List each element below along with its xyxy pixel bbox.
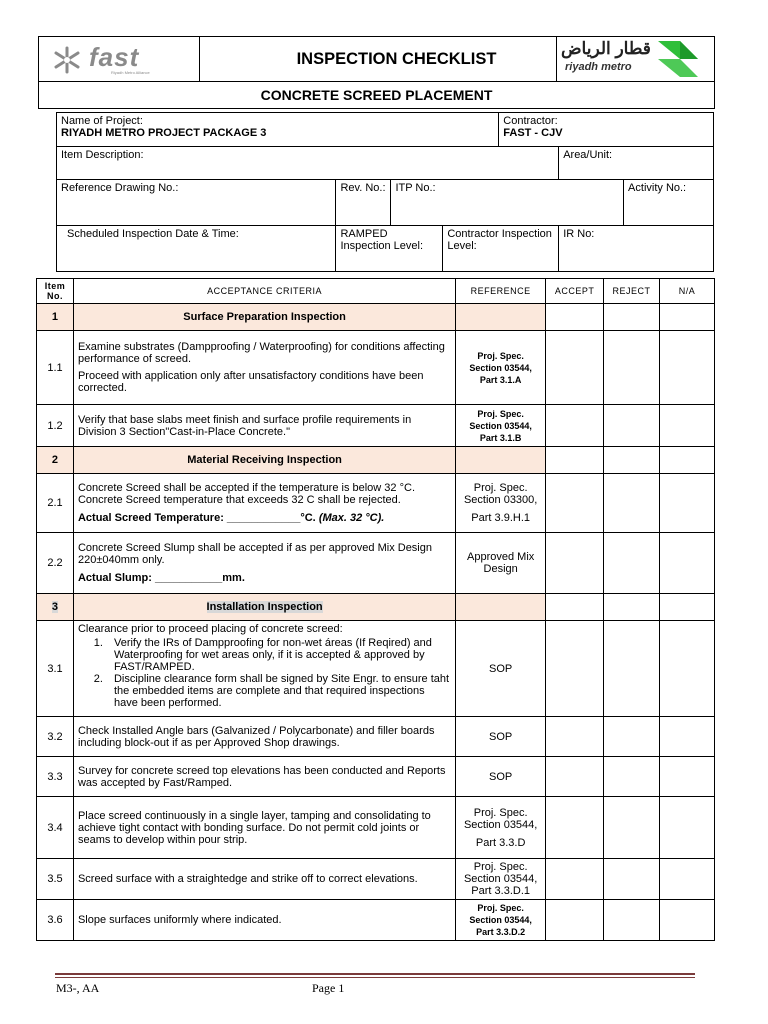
reference-cell: Proj. Spec. Section 03544, Part 3.1.A — [456, 331, 546, 405]
na-cell[interactable] — [660, 304, 715, 331]
fast-logo-tagline: Riyadh Metro Alliance — [111, 70, 150, 75]
rev-no-label: Rev. No.: — [336, 180, 391, 226]
actual-temperature-label: Actual Screed Temperature: ____________°C. — [77, 512, 316, 524]
item-number: 1.2 — [37, 405, 74, 447]
criteria-text: Proceed with application only after unsatisfactory conditions have been corrected. — [77, 370, 424, 394]
reject-cell[interactable] — [604, 405, 660, 447]
col-header-criteria: ACCEPTANCE CRITERIA — [73, 279, 455, 304]
criteria-text: Check Installed Angle bars (Galvanized / Polycarbonate) and filler boards including block-out if as per Approved Shop drawings. — [73, 717, 455, 757]
accept-cell[interactable] — [546, 304, 604, 331]
section-row — [37, 304, 715, 331]
table-row — [37, 859, 715, 900]
fast-logo-text: fast — [89, 42, 140, 72]
reference-cell: Proj. Spec. Section 03544, Part 3.1.B — [456, 405, 546, 447]
document-header — [38, 36, 715, 109]
accept-cell[interactable] — [546, 474, 604, 533]
activity-no-label: Activity No.: — [624, 180, 714, 226]
item-number: 1.1 — [37, 331, 74, 405]
reference-cell — [456, 797, 546, 859]
reference-text: Part 3.9.H.1 — [471, 512, 530, 524]
area-unit-label: Area/Unit: — [559, 147, 714, 180]
reject-cell[interactable] — [604, 757, 660, 797]
reference-text: Proj. Spec. Section 03300, — [463, 482, 538, 506]
item-number: 2.2 — [37, 533, 74, 594]
reject-cell[interactable] — [604, 533, 660, 594]
na-cell[interactable] — [660, 594, 715, 621]
reference-cell — [456, 474, 546, 533]
section-title: Installation Inspection — [206, 601, 323, 613]
item-number: 3.5 — [37, 859, 74, 900]
fast-logo — [47, 42, 187, 75]
item-number: 3.4 — [37, 797, 74, 859]
accept-cell[interactable] — [546, 717, 604, 757]
reject-cell[interactable] — [604, 304, 660, 331]
section-number-cell — [37, 594, 74, 621]
section-cell — [456, 594, 546, 621]
table-row — [37, 331, 715, 405]
table-row — [37, 405, 715, 447]
table-row — [37, 900, 715, 941]
project-name-label: Name of Project: — [61, 115, 143, 127]
reference-cell: SOP — [456, 621, 546, 717]
reject-cell[interactable] — [604, 717, 660, 757]
section-row — [37, 447, 715, 474]
accept-cell[interactable] — [546, 533, 604, 594]
criteria-cell — [73, 533, 455, 594]
footer-rule — [55, 973, 695, 975]
accept-cell[interactable] — [546, 859, 604, 900]
contractor-value: FAST - CJV — [503, 127, 563, 139]
project-name-cell — [57, 113, 499, 147]
contractor-inspection-label: Contractor Inspection Level: — [443, 226, 559, 272]
accept-cell[interactable] — [546, 797, 604, 859]
table-row — [37, 474, 715, 533]
table-row — [37, 533, 715, 594]
criteria-text: Clearance prior to proceed placing of concrete screed: — [77, 623, 343, 635]
na-cell[interactable] — [660, 474, 715, 533]
na-cell[interactable] — [660, 533, 715, 594]
reject-cell[interactable] — [604, 447, 660, 474]
section-row — [37, 594, 715, 621]
criteria-text: Survey for concrete screed top elevations has been conducted and Reports was accepted by Fast/Ramped. — [73, 757, 455, 797]
table-row — [57, 226, 714, 272]
na-cell[interactable] — [660, 447, 715, 474]
criteria-cell — [73, 474, 455, 533]
item-number: 2.1 — [37, 474, 74, 533]
table-row — [57, 147, 714, 180]
table-row — [37, 717, 715, 757]
contractor-cell — [499, 113, 714, 147]
col-header-item: Item No. — [37, 279, 74, 304]
na-cell[interactable] — [660, 621, 715, 717]
section-number: 1 — [37, 304, 74, 331]
fast-star-icon — [47, 45, 87, 75]
checklist-table — [36, 278, 715, 941]
na-cell[interactable] — [660, 331, 715, 405]
accept-cell[interactable] — [546, 405, 604, 447]
reference-cell: Proj. Spec. Section 03544, Part 3.3.D.1 — [456, 859, 546, 900]
list-item: 2. Discipline clearance form shall be signed by Site Engr. to ensure taht the embedded items are complete and that required inspections have been performed. — [106, 673, 451, 709]
accept-cell[interactable] — [546, 900, 604, 941]
na-cell[interactable] — [660, 900, 715, 941]
metro-logo-arabic: قطار الرياض — [561, 39, 651, 58]
accept-cell[interactable] — [546, 447, 604, 474]
col-header-na: N/A — [660, 279, 715, 304]
reject-cell[interactable] — [604, 859, 660, 900]
table-row — [37, 621, 715, 717]
accept-cell[interactable] — [546, 331, 604, 405]
section-title-cell — [73, 594, 455, 621]
reject-cell[interactable] — [604, 594, 660, 621]
col-header-accept: ACCEPT — [546, 279, 604, 304]
table-header-row — [37, 279, 715, 304]
document-subtitle: CONCRETE SCREED PLACEMENT — [260, 87, 493, 103]
table-row — [37, 757, 715, 797]
reference-cell: Proj. Spec. Section 03544, Part 3.3.D.2 — [456, 900, 546, 941]
itp-no-label: ITP No.: — [391, 180, 624, 226]
criteria-cell — [73, 331, 455, 405]
criteria-text: Examine substrates (Dampproofing / Waterproofing) for conditions affecting performance of screed. — [77, 341, 445, 365]
item-number: 3.2 — [37, 717, 74, 757]
reject-cell[interactable] — [604, 621, 660, 717]
col-header-reject: REJECT — [604, 279, 660, 304]
reference-text: Part 3.3.D — [475, 836, 526, 849]
ir-no-label: IR No: — [559, 226, 714, 272]
criteria-cell — [73, 621, 455, 717]
item-number: 3.3 — [37, 757, 74, 797]
max-temperature-note: (Max. 32 °C). — [318, 512, 385, 524]
scheduled-inspection-label: Scheduled Inspection Date & Time: — [57, 226, 336, 272]
footer-doc-code: M3-, AA — [56, 981, 100, 995]
section-cell — [456, 304, 546, 331]
na-cell[interactable] — [660, 797, 715, 859]
actual-temperature-field[interactable] — [78, 512, 451, 524]
criteria-text: Verify that base slabs meet finish and surface profile requirements in Division 3 Section"Cast-in-Place Concrete." — [73, 405, 455, 447]
reject-cell[interactable] — [604, 331, 660, 405]
section-cell — [456, 447, 546, 474]
riyadh-metro-logo — [557, 39, 707, 79]
reject-cell[interactable] — [604, 474, 660, 533]
item-description-label: Item Description: — [57, 147, 559, 180]
na-cell[interactable] — [660, 859, 715, 900]
footer-page-number: Page 1 — [312, 981, 345, 995]
section-number: 3 — [51, 601, 59, 613]
reject-cell[interactable] — [604, 900, 660, 941]
section-number: 2 — [37, 447, 74, 474]
contractor-label: Contractor: — [503, 115, 558, 127]
table-row — [57, 180, 714, 226]
table-row — [57, 113, 714, 147]
na-cell[interactable] — [660, 717, 715, 757]
section-title: Surface Preparation Inspection — [73, 304, 455, 331]
table-row — [37, 797, 715, 859]
criteria-text: Concrete Screed shall be accepted if the temperature is below 32 °C. Concrete Screed temperature that exceeds 32 C shall be rejected. — [77, 482, 415, 506]
item-number: 3.1 — [37, 621, 74, 717]
accept-cell[interactable] — [546, 594, 604, 621]
reject-cell[interactable] — [604, 797, 660, 859]
metro-arrows-icon — [652, 37, 704, 81]
item-number: 3.6 — [37, 900, 74, 941]
section-title: Material Receiving Inspection — [73, 447, 455, 474]
criteria-list — [106, 637, 451, 709]
col-header-reference: REFERENCE — [456, 279, 546, 304]
reference-drawing-label: Reference Drawing No.: — [57, 180, 336, 226]
actual-slump-field[interactable]: Actual Slump: ___________mm. — [77, 572, 245, 584]
criteria-text: Screed surface with a straightedge and strike off to correct elevations. — [73, 859, 455, 900]
metro-logo-text: riyadh metro — [565, 61, 632, 73]
reference-text: Proj. Spec. Section 03544, — [463, 806, 538, 831]
criteria-text: Concrete Screed Slump shall be accepted if as per approved Mix Design 220±040mm only. — [77, 542, 432, 566]
reference-cell: Approved Mix Design — [456, 533, 546, 594]
project-info-table — [56, 112, 714, 272]
criteria-text: Slope surfaces uniformly where indicated. — [73, 900, 455, 941]
list-item: 1. Verify the IRs of Dampproofing for non-wet áreas (If Reqired) and Waterproofing for wet areas only, if it is accepted & approved by FAST/RAMPED. — [106, 637, 451, 673]
na-cell[interactable] — [660, 405, 715, 447]
criteria-text: Place screed continuously in a single layer, tamping and consolidating to achieve tight contact with bonding surface. Do not permit cold joints or seams to develop within pour strip. — [73, 797, 455, 859]
reference-cell: SOP — [456, 717, 546, 757]
na-cell[interactable] — [660, 757, 715, 797]
accept-cell[interactable] — [546, 757, 604, 797]
reference-cell: SOP — [456, 757, 546, 797]
footer-rule — [55, 977, 695, 978]
accept-cell[interactable] — [546, 621, 604, 717]
page-title: INSPECTION CHECKLIST — [296, 49, 497, 68]
ramped-inspection-label: RAMPED Inspection Level: — [336, 226, 443, 272]
project-name-value: RIYADH METRO PROJECT PACKAGE 3 — [61, 127, 267, 139]
